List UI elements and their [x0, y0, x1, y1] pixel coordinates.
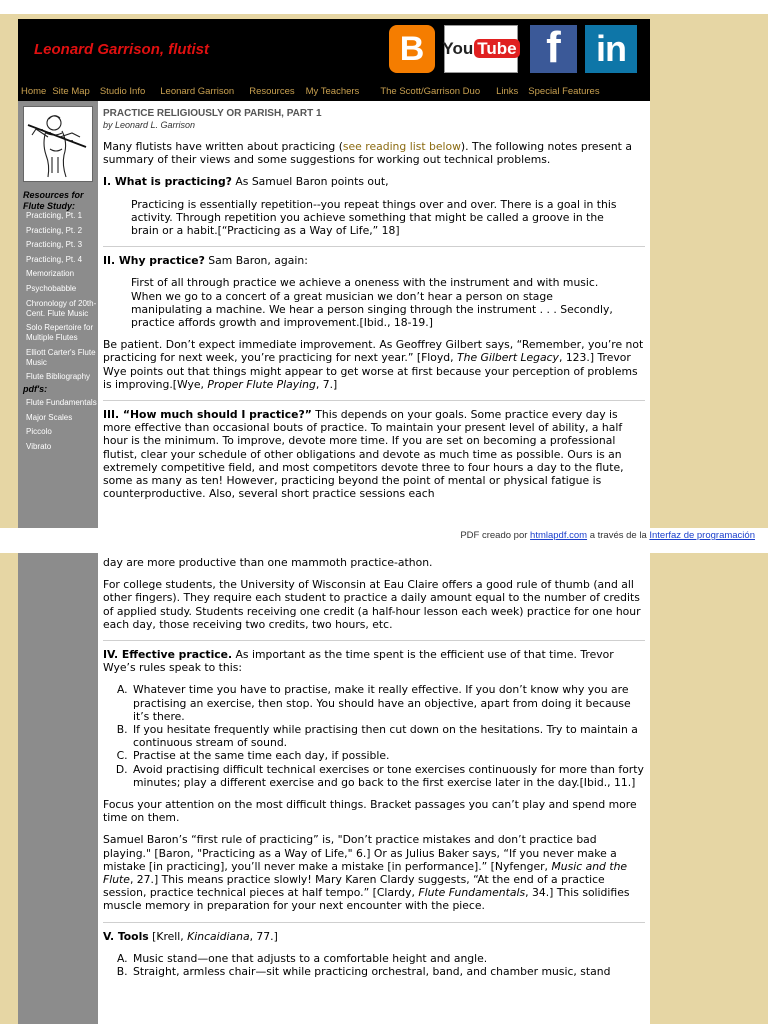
sidebar-link-practicing-1[interactable]: Practicing, Pt. 1 [26, 211, 83, 220]
pdfs-heading: pdf's: [23, 383, 48, 394]
baron-text-1: Samuel Baron’s “first rule of practicing” is, "Don’t practice mistakes and don’t practice bad playing." [Baron, "Practicing as a Way of Life," 6.] Or as Julius Baker says, “If you never make a mistake [in practicing], you’ll never make a mistake [in performance].” [Nyfenger, [103, 833, 617, 873]
music-and-the-flute-title: Music and the Flute [103, 859, 628, 887]
list-item: D. Avoid practising difficult technical exercises or tone exercises continuously for more than forty minutes; play a different exercise and go back to the first exercise later in the day.[Ibid., 11.] [131, 763, 645, 789]
college-paragraph: For college students, the University of Wisconsin at Eau Claire offers a good rule of thumb (and all other fingers). They require each student to practice a daily amount equal to the number of credits of applied study. Students receiving one credit (a half-hour lesson each week) practice for one hour each day, those receiving two credits, two hours, etc. [103, 578, 641, 631]
list-item: A. Whatever time you have to practise, make it really effective. If you don’t know why you are practising an exercise, then stop. You should have an objective, apart from doing it because it’s there. [131, 683, 645, 723]
kincaidiana-title: Kincaidiana [187, 929, 250, 943]
article-title: PRACTICE RELIGIOUSLY OR PARISH, PART 1 [103, 108, 322, 119]
sidebar-link-flute-fundamentals[interactable]: Flute Fundamentals [26, 397, 97, 407]
section-3-paragraph [103, 408, 645, 500]
sidebar-link-solo-repertoire[interactable]: Solo Repertoire for Multiple Flutes [26, 323, 94, 343]
sidebar-link-practicing-2[interactable]: Practicing, Pt. 2 [26, 225, 83, 235]
sidebar-link-practicing-4[interactable]: Practicing, Pt. 4 [26, 254, 83, 264]
flute-fundamentals-title: Flute Fundamentals [418, 886, 526, 900]
patient-text-1: Be patient. Don’t expect immediate improvement. As Geoffrey Gilbert says, “Remember, you’re not practicing for next week, you’re practicing for next year.” [Floyd, [103, 338, 644, 365]
divider [103, 400, 645, 401]
list-item: C. Practise at the same time each day, if possible. [131, 749, 645, 762]
divider [103, 246, 645, 247]
sidebar-link-memorization[interactable]: Memorization [26, 269, 75, 279]
flutist-drawing [23, 106, 93, 182]
focus-paragraph: Focus your attention on the most difficult things. Bracket passages you can’t play and spend more time on them. [103, 798, 637, 825]
nav-home[interactable]: Home [21, 85, 47, 97]
article-content-continued [98, 553, 650, 1024]
sidebar-link-elliott-carter[interactable]: Elliott Carter's Flute Music [26, 347, 96, 367]
nav-my-teachers[interactable]: My Teachers [305, 85, 360, 97]
sidebar-link-psychobabble[interactable]: Psychobabble [26, 283, 77, 293]
nav-leonard-garrison[interactable]: Leonard Garrison [160, 85, 235, 97]
nav-links[interactable]: Links [496, 85, 519, 97]
section-1-lead [103, 175, 645, 188]
reading-list-link[interactable]: see reading list below [342, 140, 461, 153]
intro-paragraph [103, 140, 645, 166]
divider [103, 640, 645, 641]
article-content [98, 101, 650, 528]
api-link[interactable]: Interfaz de programación [649, 530, 755, 541]
nav-site-map[interactable]: Site Map [52, 85, 90, 97]
footer-text: PDF creado por [460, 530, 531, 541]
site-header [18, 19, 650, 81]
sidebar [18, 101, 98, 528]
blogger-icon[interactable]: B [389, 25, 435, 73]
nav-special-features[interactable]: Special Features [528, 85, 600, 97]
section-3-text: This depends on your goals. Some practice every day is more effective than occasional bouts of practice. To maintain your present level of ability, a half hour is the minimum. To improve, devote more time. If you are set on becoming a professional flutist, clear your schedule of other obligations and devote as much time as possible. Ours is an extremely competitive field, and most competitors devote three to four hours a day to the flute, some as many as ten! However, practicing beyond the point of mental or physical fatigue is counterproductive. Also, several short practice sessions each [103, 408, 624, 501]
baron-quote-2: First of all through practice we achieve a oneness with the instrument and with music. When we go to a concert of a great musician we don’t hear a person on stage manipulating a machine. We hear a person singing through the instrument . . . Secondly, practice affords growth and improvement.[Ibid., 18-19.] [131, 276, 613, 330]
sidebar-links [23, 211, 98, 456]
gilbert-legacy-title: The Gilbert Legacy [457, 351, 559, 365]
sidebar-link-major-scales[interactable]: Major Scales [26, 412, 73, 422]
pdf-page-2 [0, 553, 768, 1024]
section-5-text: [Krell, [148, 929, 188, 943]
section-4-lead [103, 648, 645, 674]
pdf-page-1 [0, 14, 768, 528]
patient-text-3: , 7.] [315, 377, 338, 391]
youtube-you-text: You [442, 39, 474, 58]
pdf-footer [0, 528, 768, 553]
section-2-lead [103, 254, 645, 267]
nav-scott-garrison-duo[interactable]: The Scott/Garrison Duo [380, 85, 481, 97]
sidebar-link-vibrato[interactable]: Vibrato [26, 441, 52, 451]
list-item: B. If you hesitate frequently while practising then cut down on the hesitations. Try to maintain a continuous stream of sound. [131, 723, 645, 749]
sidebar-link-practicing-3[interactable]: Practicing, Pt. 3 [26, 240, 83, 250]
be-patient-paragraph [103, 338, 645, 391]
nav-resources[interactable]: Resources [249, 85, 295, 97]
baron-text-2: , 27.] This means practice slowly! Mary Karen Clardy suggests, “At the end of a practice session, practice technical pieces at half tempo.” [Clardy, [103, 873, 605, 900]
main-nav [18, 81, 650, 101]
baron-quote-1: Practicing is essentially repetition--you repeat things over and over. There is a goal in this activity. Through repetition you achieve something that might be called a groove in the brain or a habit.[“Practicing as a Way of Life,” 18] [131, 197, 617, 238]
youtube-tube-text: Tube [474, 39, 519, 58]
baron-text-3: , 34.] This solidifies muscle memory in preparation for your next encounter with the piece. [103, 886, 630, 913]
section-1-heading: I. What is practicing? [103, 175, 232, 189]
list-item: B. Straight, armless chair—sit while practicing orchestral, band, and chamber music, stand [131, 965, 645, 978]
patient-text-2: , 123.] Trevor Wye points out that things might appear to get worse at first because your perception of problems is improving.[Wye, [103, 351, 638, 391]
baron-rule-paragraph [103, 833, 645, 912]
site-title[interactable]: Leonard Garrison, flutist [34, 41, 210, 58]
section-1-text: As Samuel Baron points out, [231, 175, 389, 189]
section-5-lead [103, 930, 645, 943]
divider [103, 922, 645, 923]
proper-flute-playing-title: Proper Flute Playing [207, 377, 316, 391]
section-5-heading: V. Tools [103, 929, 149, 943]
article-byline: by Leonard L. Garrison [103, 120, 196, 130]
list-item: A. Music stand—one that adjusts to a comfortable height and angle. [131, 952, 645, 965]
htmlapdf-link[interactable]: htmlapdf.com [530, 530, 588, 541]
resources-heading: Resources for Flute Study: [23, 190, 84, 211]
sidebar-link-piccolo[interactable]: Piccolo [26, 427, 52, 437]
section-2-text: Sam Baron, again: [204, 254, 308, 268]
section-3-heading: III. “How much should I practice?” [103, 408, 312, 422]
section-5-text-end: , 77.] [249, 929, 278, 943]
facebook-icon[interactable]: f [530, 25, 577, 73]
tools-list [131, 952, 645, 978]
sidebar-link-flute-bibliography[interactable]: Flute Bibliography [26, 372, 91, 382]
section-4-heading: IV. Effective practice. [103, 648, 233, 662]
sidebar-link-chronology[interactable]: Chronology of 20th-Cent. Flute Music [26, 298, 97, 318]
section-4-text: As important as the time spent is the efficient use of that time. Trevor Wye’s rules speak to this: [103, 648, 614, 675]
youtube-icon[interactable] [444, 25, 518, 73]
section-3-continued: day are more productive than one mammoth practice-athon. [103, 556, 433, 569]
intro-text-end: ). The following notes present a summary of their views and some suggestions for working out technical problems. [103, 140, 632, 167]
section-2-heading: II. Why practice? [103, 254, 205, 268]
footer-text-mid: a través de la [587, 530, 650, 541]
wye-rules-list [131, 683, 645, 789]
nav-studio-info[interactable]: Studio Info [99, 85, 146, 97]
linkedin-icon[interactable]: in [585, 25, 637, 73]
sidebar-continued [18, 553, 98, 1024]
intro-text: Many flutists have written about practicing ( [103, 140, 343, 153]
